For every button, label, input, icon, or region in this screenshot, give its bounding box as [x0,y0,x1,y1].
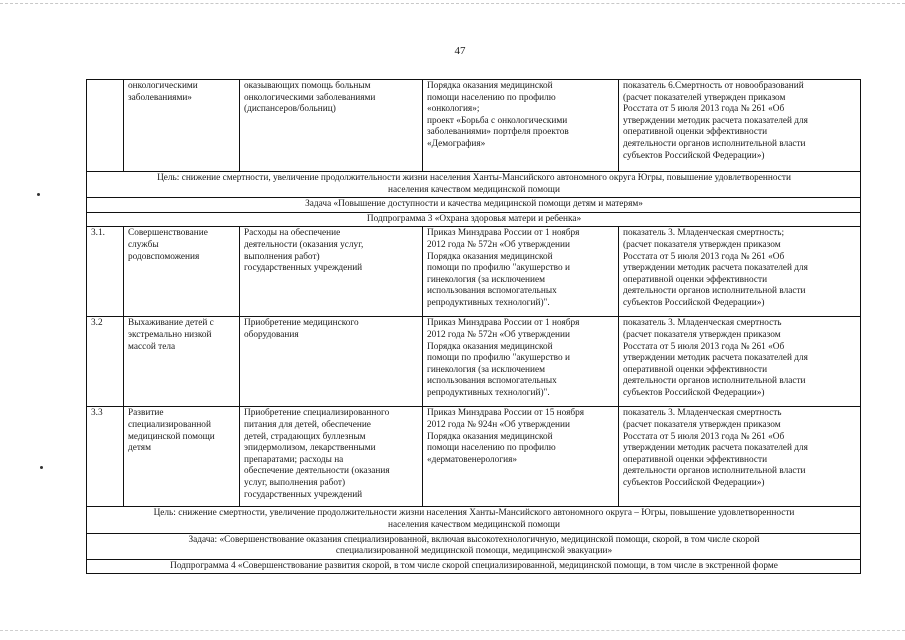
row-number: 3.2 [87,317,124,407]
event-action: Приобретение медицинского оборудования [240,317,423,407]
task-text: Задача: «Совершенствование оказания специализированной, включая высокотехнологичную, медицинской помощи, скорой, в том числе скорой специализированной медицинской помощи, медицинской эвакуации» [87,533,861,559]
event-action: Расходы на обеспечение деятельности (оказания услуг, выполнения работ) государственных учреждений [240,227,423,317]
event-action: Приобретение специализированного питания для детей, обеспечение детей, страдающих буллезным эпидермолизом, лекарственными препаратами; расходы на обеспечение деятельности (оказания услуг, выполнения работ) государственных учреждений [240,407,423,507]
event-name: онкологическими заболеваниями» [124,80,240,172]
goal-row [87,507,861,533]
margin-mark [37,193,40,196]
legal-basis: Порядка оказания медицинской помощи населению по профилю «онкология»; проект «Борьба с онкологическими заболеваниями» портфеля проектов «Демография» [423,80,619,172]
table-row [87,407,861,507]
scan-edge-top [0,3,905,4]
event-name: Развитие специализированной медицинской помощи детям [124,407,240,507]
goal-text: Цель: снижение смертности, увеличение продолжительности жизни населения Ханты-Мансийского автономного округа Югры, повышение удовлетворенности населения качеством медицинской помощи [87,172,861,198]
indicator: показатель 3. Младенческая смертность (расчет показателя утвержден приказом Росстата от 5 июля 2013 года № 261 «Об утверждении методик расчета показателей для оперативной оценки эффективности деятельности органов исполнительной власти субъектов Российской Федерации») [619,317,861,407]
subprogram-row [87,559,861,574]
row-number [87,80,124,172]
goal-text: Цель: снижение смертности, увеличение продолжительности жизни населения Ханты-Мансийского автономного округа – Югры, повышение удовлетворенности населения качеством медицинской помощи [87,507,861,533]
event-action: оказывающих помощь больным онкологическими заболеваниями (диспансеров/больниц) [240,80,423,172]
legal-basis: Приказ Минздрава России от 1 ноября 2012 года № 572н «Об утверждении Порядка оказания медицинской помощи по профилю "акушерство и гинекология (за исключением использования вспомогательных репродуктивных технологий)". [423,227,619,317]
legal-basis: Приказ Минздрава России от 1 ноября 2012 года № 572н «Об утверждении Порядка оказания медицинской помощи по профилю "акушерство и гинекология (за исключением использования вспомогательных репродуктивных технологий)". [423,317,619,407]
indicator: показатель 6.Смертность от новообразований (расчет показателей утвержден приказом Росстата от 5 июля 2013 года № 261 «Об утверждении методик расчета показателей для оперативной оценки эффективности деятельности органов исполнительной власти субъектов Российской Федерации») [619,80,861,172]
row-number: 3.3 [87,407,124,507]
event-name: Выхаживание детей с экстремально низкой массой тела [124,317,240,407]
row-number: 3.1. [87,227,124,317]
task-text: Задача «Повышение доступности и качества медицинской помощи детям и матерям» [87,198,861,213]
program-table [86,79,861,574]
subprogram-row [87,212,861,227]
event-name: Совершенствование службы родовспоможения [124,227,240,317]
task-row [87,533,861,559]
indicator: показатель 3. Младенческая смертность (расчет показателя утвержден приказом Росстата от 5 июля 2013 года № 261 «Об утверждении методик расчета показателей для оперативной оценки эффективности деятельности органов исполнительной власти субъектов Российской Федерации») [619,407,861,507]
subprogram-title: Подпрограмма 3 «Охрана здоровья матери и ребенка» [87,212,861,227]
table-row [87,227,861,317]
task-row [87,198,861,213]
page-number: 47 [454,45,466,57]
table-row [87,80,861,172]
indicator: показатель 3. Младенческая смертность; (расчет показателя утвержден приказом Росстата от 5 июля 2013 года № 261 «Об утверждении методик расчета показателей для оперативной оценки эффективности деятельности органов исполнительной власти субъектов Российской Федерации») [619,227,861,317]
scan-edge-bottom [0,630,905,631]
subprogram-title: Подпрограмма 4 «Совершенствование развития скорой, в том числе скорой специализированной, медицинской помощи, в том числе в экстренной форме [87,559,861,574]
margin-mark [40,466,43,469]
legal-basis: Приказ Минздрава России от 15 ноября 2012 года № 924н «Об утверждении Порядка оказания медицинской помощи населению по профилю «дерматовенерология» [423,407,619,507]
goal-row [87,172,861,198]
table-row [87,317,861,407]
